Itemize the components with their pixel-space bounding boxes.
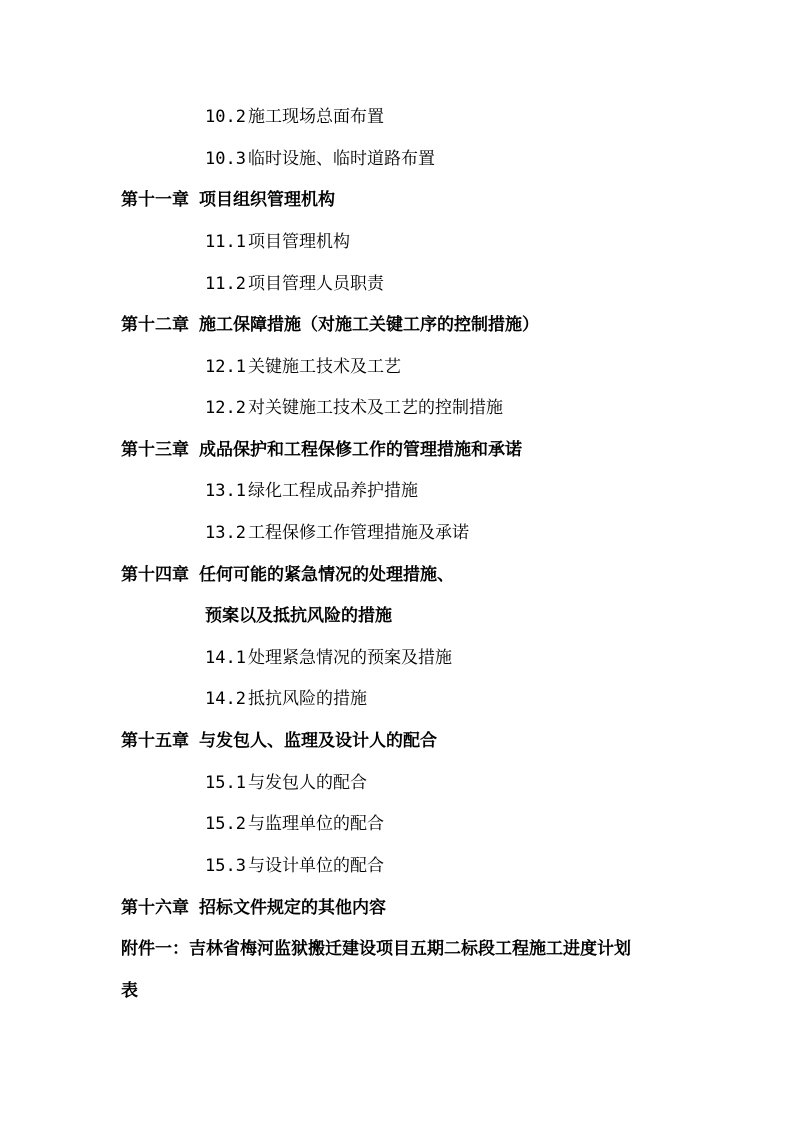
section-title: 项目管理机构 xyxy=(247,232,350,252)
toc-entry-10-2[interactable] xyxy=(205,109,384,126)
toc-chapter-11[interactable] xyxy=(121,192,335,209)
chapter-label: 第十一章 xyxy=(121,190,189,210)
section-number: 10.3 xyxy=(205,149,246,169)
chapter-title: 与发包人、监理及设计人的配合 xyxy=(199,731,437,751)
chapter-label: 第十四章 xyxy=(121,565,189,585)
toc-chapter-14-title-continued[interactable] xyxy=(205,608,392,625)
toc-entry-10-3[interactable] xyxy=(205,151,435,168)
toc-entry-15-1[interactable] xyxy=(205,775,367,792)
toc-entry-11-2[interactable] xyxy=(205,276,384,293)
section-title: 工程保修工作管理措施及承诺 xyxy=(247,523,469,543)
section-title: 对关键施工技术及工艺的控制措施 xyxy=(247,398,503,418)
section-number: 12.1 xyxy=(205,357,246,377)
attachment-title: 吉林省梅河监狱搬迁建设项目五期二标段工程施工进度计划 xyxy=(189,939,631,959)
chapter-title: 招标文件规定的其他内容 xyxy=(199,898,386,918)
toc-chapter-14[interactable] xyxy=(121,567,454,584)
chapter-label: 第十六章 xyxy=(121,898,189,918)
toc-entry-14-2[interactable] xyxy=(205,691,367,708)
toc-entry-15-3[interactable] xyxy=(205,858,384,875)
toc-entry-14-1[interactable] xyxy=(205,650,452,667)
chapter-label: 第十三章 xyxy=(121,440,189,460)
section-number: 13.1 xyxy=(205,481,246,501)
chapter-title: 施工保障措施（对施工关键工序的控制措施） xyxy=(199,315,539,335)
section-number: 15.1 xyxy=(205,773,246,793)
toc-chapter-13[interactable] xyxy=(121,442,522,459)
section-number: 14.1 xyxy=(205,648,246,668)
toc-attachment-1-title-continued[interactable] xyxy=(121,983,138,1000)
section-title: 抵抗风险的措施 xyxy=(247,689,367,709)
section-number: 14.2 xyxy=(205,689,246,709)
toc-attachment-1[interactable] xyxy=(121,941,631,958)
toc-entry-12-1[interactable] xyxy=(205,359,401,376)
toc-entry-13-1[interactable] xyxy=(205,483,418,500)
toc-entry-15-2[interactable] xyxy=(205,816,384,833)
toc-entry-12-2[interactable] xyxy=(205,400,503,417)
section-title: 与发包人的配合 xyxy=(247,773,367,793)
section-number: 11.2 xyxy=(205,274,246,294)
attachment-label: 附件一： xyxy=(121,939,189,959)
section-number: 15.3 xyxy=(205,856,246,876)
section-number: 12.2 xyxy=(205,398,246,418)
section-title: 绿化工程成品养护措施 xyxy=(247,481,418,501)
section-number: 15.2 xyxy=(205,814,246,834)
chapter-label: 第十五章 xyxy=(121,731,189,751)
section-title: 与监理单位的配合 xyxy=(247,814,384,834)
toc-chapter-12[interactable] xyxy=(121,317,539,334)
toc-entry-11-1[interactable] xyxy=(205,234,350,251)
section-title: 关键施工技术及工艺 xyxy=(247,357,401,377)
section-title: 施工现场总面布置 xyxy=(247,107,384,127)
chapter-title: 项目组织管理机构 xyxy=(199,190,335,210)
toc-chapter-15[interactable] xyxy=(121,733,437,750)
section-title: 处理紧急情况的预案及措施 xyxy=(247,648,452,668)
section-title: 与设计单位的配合 xyxy=(247,856,384,876)
chapter-title-continued: 预案以及抵抗风险的措施 xyxy=(205,606,392,626)
section-number: 11.1 xyxy=(205,232,246,252)
toc-entry-13-2[interactable] xyxy=(205,525,469,542)
section-title: 项目管理人员职责 xyxy=(247,274,384,294)
section-number: 10.2 xyxy=(205,107,246,127)
chapter-title: 成品保护和工程保修工作的管理措施和承诺 xyxy=(199,440,522,460)
chapter-title: 任何可能的紧急情况的处理措施、 xyxy=(199,565,454,585)
toc-chapter-16[interactable] xyxy=(121,900,386,917)
section-title: 临时设施、临时道路布置 xyxy=(247,149,435,169)
chapter-label: 第十二章 xyxy=(121,315,189,335)
attachment-title-continued: 表 xyxy=(121,981,138,1001)
section-number: 13.2 xyxy=(205,523,246,543)
